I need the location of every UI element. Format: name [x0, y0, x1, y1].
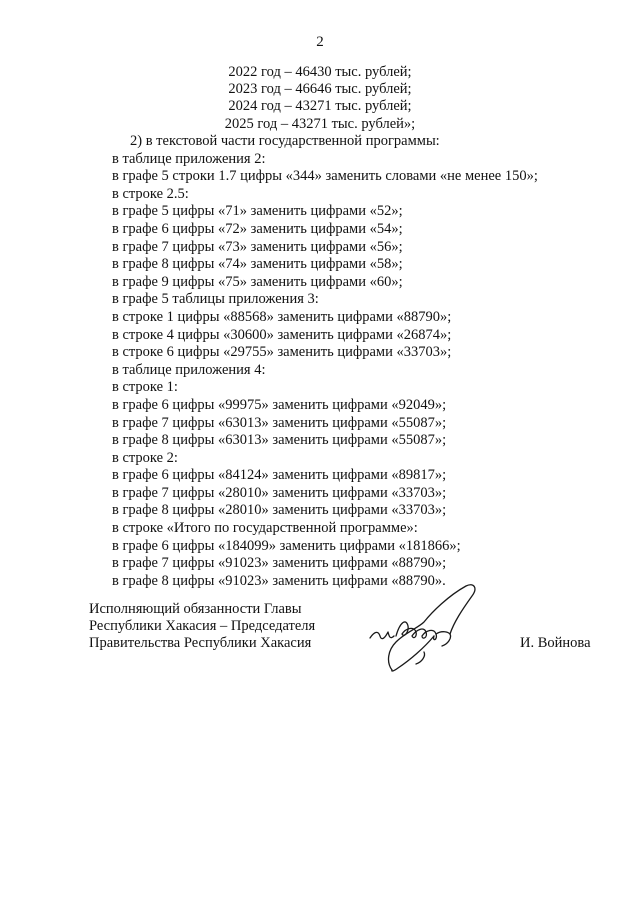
amendment-line: в графе 6 цифры «184099» заменить цифрами «181866»; — [112, 537, 461, 554]
amendment-line: в строке 1: — [112, 379, 178, 396]
funding-year-line: 2025 год – 43271 тыс. рублей»; — [224, 115, 416, 132]
page-number: 2 — [316, 34, 324, 50]
amendment-line: в графе 7 цифры «63013» заменить цифрами «55087»; — [112, 414, 447, 431]
signatory-title-line: Республики Хакасия – Председателя — [89, 618, 316, 635]
amendment-line: в графе 8 цифры «28010» заменить цифрами «33703»; — [112, 502, 447, 519]
amendment-line: в графе 6 цифры «84124» заменить цифрами «89817»; — [112, 467, 447, 484]
signatory-title — [89, 601, 315, 653]
funding-year-line: 2023 год – 46646 тыс. рублей; — [228, 81, 412, 98]
amendment-line: в графе 7 цифры «91023» заменить цифрами «88790»; — [112, 555, 447, 572]
amendment-line: в строке 6 цифры «29755» заменить цифрами «33703»; — [112, 344, 452, 361]
signatory-title-line: Правительства Республики Хакасия — [89, 635, 312, 652]
amendment-line: в строке 2: — [112, 449, 178, 466]
handwritten-signature — [362, 582, 502, 674]
amendment-line: в графе 5 таблицы приложения 3: — [112, 291, 319, 308]
amendment-line: в графе 6 цифры «99975» заменить цифрами «92049»; — [112, 396, 447, 413]
amendment-line: в таблице приложения 2: — [112, 150, 266, 167]
amendment-line: в графе 8 цифры «91023» заменить цифрами «88790». — [112, 572, 446, 589]
amendment-line: в графе 5 цифры «71» заменить цифрами «52»; — [112, 203, 403, 220]
amendment-intro: 2) в текстовой части государственной программы: — [130, 133, 440, 149]
amendment-line: в строке 4 цифры «30600» заменить цифрами «26874»; — [112, 326, 452, 343]
amendment-line: в графе 6 цифры «72» заменить цифрами «54»; — [112, 220, 403, 237]
amendment-line: в графе 7 цифры «28010» заменить цифрами «33703»; — [112, 484, 447, 501]
amendment-line: в строке 2.5: — [112, 185, 189, 202]
amendment-line: в графе 7 цифры «73» заменить цифрами «56»; — [112, 238, 403, 255]
signatory-name: И. Войнова — [520, 635, 591, 651]
signatory-title-line: Исполняющий обязанности Главы — [89, 601, 302, 617]
funding-year-line: 2022 год – 46430 тыс. рублей; — [228, 64, 412, 80]
amendment-line: в графе 5 строки 1.7 цифры «344» заменить словами «не менее 150»; — [112, 168, 538, 185]
funding-by-year-list — [0, 64, 640, 133]
funding-year-line: 2024 год – 43271 тыс. рублей; — [228, 98, 412, 115]
amendment-line: в графе 9 цифры «75» заменить цифрами «60»; — [112, 273, 403, 290]
amendment-line: в строке «Итого по государственной программе»: — [112, 520, 418, 537]
amendment-line: в таблице приложения 4: — [112, 361, 266, 378]
amendment-line: в строке 1 цифры «88568» заменить цифрами «88790»; — [112, 308, 452, 325]
amendments-text — [112, 133, 612, 590]
amendment-line: в графе 8 цифры «63013» заменить цифрами «55087»; — [112, 432, 447, 449]
amendment-line: в графе 8 цифры «74» заменить цифрами «58»; — [112, 256, 403, 273]
